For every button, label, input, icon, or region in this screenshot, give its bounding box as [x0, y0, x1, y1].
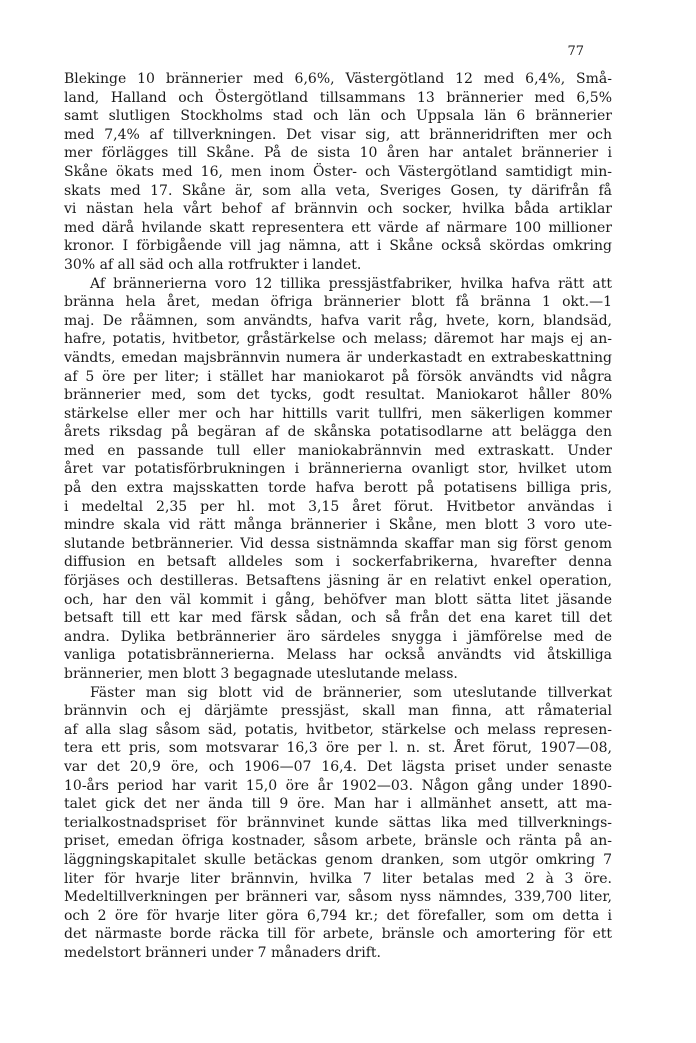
text-line: stärkelse eller mer och har hittills varit tullfri, men säkerligen kommer: [64, 405, 612, 422]
text-line: tera ett pris, som motsvarar 16,3 öre per l. n. st. Året förut, 1907—08,: [64, 740, 612, 757]
text-line: vanliga potatisbrännerierna. Melass har också användts vid åtskilliga: [64, 647, 612, 664]
text-line: med en passande tull eller maniokabrännvin med extraskatt. Under: [64, 442, 612, 459]
text-line: kronor. I förbigående vill jag nämna, att i Skåne också skördas omkring: [64, 238, 612, 255]
page-number: 77: [567, 44, 584, 59]
paragraph: [64, 70, 612, 275]
text-line: slutande betbrännerier. Vid dessa sistnämnda skaffar man sig först genom: [64, 535, 612, 552]
text-line: af 5 öre per liter; i stället har maniokarot på försök användts vid några: [64, 368, 612, 385]
text-line: läggningskapitalet skulle betäckas genom dranken, som utgör omkring 7: [64, 851, 612, 868]
text-line: andra. Dylika betbrännerier äro särdeles snygga i jämförelse med de: [64, 628, 612, 645]
text-line: Af brännerierna voro 12 tillika pressjästfabriker, hvilka hafva rätt att: [90, 275, 612, 292]
text-line: Medeltillverkningen per bränneri var, såsom nyss nämndes, 339,700 liter,: [64, 889, 612, 906]
text-line: förjäses och destilleras. Betsaftens jäsning är en relativt enkel operation,: [64, 573, 612, 590]
text-line: 30% af all säd och alla rotfrukter i landet.: [64, 256, 362, 273]
text-line: mer förlägges till Skåne. På de sista 10 åren har antalet brännerier i: [64, 145, 612, 162]
text-line: medelstort bränneri under 7 månaders drift.: [64, 944, 381, 961]
text-line: var det 20,9 öre, och 1906—07 16,4. Det lägsta priset under senaste: [64, 758, 612, 775]
text-line: med därå hvilande skatt representera ett värde af närmare 100 millioner: [64, 219, 612, 236]
text-line: maj. De råämnen, som användts, hafva varit råg, hvete, korn, blandsäd,: [64, 312, 612, 329]
text-line: af alla slag såsom säd, potatis, hvitbetor, stärkelse och melass represen-: [64, 721, 612, 738]
text-line: på den extra majsskatten torde hafva berott på potatisens billiga pris,: [64, 480, 612, 497]
paragraph: [64, 684, 612, 963]
text-line: året var potatisförbrukningen i brännerierna ovanligt stor, hvilket utom: [64, 461, 612, 478]
text-line: hafre, potatis, hvitbetor, gråstärkelse och melass; däremot har majs ej an-: [64, 331, 612, 348]
text-line: Blekinge 10 brännerier med 6,6%, Västergötland 12 med 6,4%, Små-: [64, 71, 612, 87]
text-line: land, Halland och Östergötland tillsammans 13 brännerier med 6,5%: [64, 89, 612, 106]
text-line: brännerier, men blott 3 begagnade uteslutande melass.: [64, 666, 458, 682]
text-line: i medeltal 2,35 per hl. mot 3,15 året förut. Hvitbetor användas i: [64, 498, 612, 515]
text-line: priset, emedan öfriga kostnader, såsom arbete, bränsle och ränta på an-: [64, 833, 612, 850]
text-line: terialkostnadspriset för brännvinet kunde sättas lika med tillverknings-: [64, 814, 612, 831]
text-line: det närmaste borde räcka till för arbete, bränsle och amortering för ett: [64, 926, 612, 943]
text-line: liter för hvarje liter brännvin, hvilka 7 liter betalas med 2 à 3 öre.: [64, 870, 612, 887]
paragraph: [64, 275, 612, 684]
text-line: Fäster man sig blott vid de brännerier, som uteslutande tillverkat: [90, 684, 612, 701]
text-line: bränna hela året, medan öfriga brännerier blott få bränna 1 okt.—1: [64, 294, 612, 311]
text-line: årets riksdag på begäran af de skånska potatisodlarne att belägga den: [64, 424, 612, 441]
text-line: med 7,4% af tillverkningen. Det visar sig, att bränneridriften mer och: [64, 126, 612, 143]
text-line: vändts, emedan majsbrännvin numera är underkastadt en extrabeskattning: [64, 349, 612, 366]
text-line: talet gick det ner ända till 9 öre. Man har i allmänhet ansett, att ma-: [64, 796, 612, 813]
text-line: vi nästan hela vårt behof af brännvin och socker, hvilka båda artiklar: [64, 201, 612, 218]
text-line: skats med 17. Skåne är, som alla veta, Sveriges Gosen, ty därifrån få: [64, 182, 612, 199]
text-line: mindre skala vid rätt många brännerier i Skåne, men blott 3 voro ute-: [64, 517, 612, 534]
text-line: och 2 öre för hvarje liter göra 6,794 kr.; det förefaller, som om detta i: [64, 907, 612, 924]
text-line: och, har den väl kommit i gång, behöfver man blott sätta litet jäsande: [64, 591, 612, 608]
text-line: brännvin och ej därjämte pressjäst, skall man finna, att råmaterial: [64, 703, 612, 720]
text-line: Skåne ökats med 16, men inom Öster- och Västergötland samtidigt min-: [64, 163, 612, 180]
body-text: [64, 70, 612, 963]
text-line: betsaft till ett kar med färsk sådan, och så från det ena karet till det: [64, 610, 612, 627]
text-line: samt slutligen Stockholms stad och län och Uppsala län 6 brännerier: [64, 108, 612, 125]
text-line: brännerier med, som det tycks, godt resultat. Maniokarot håller 80%: [64, 387, 612, 404]
text-line: diffusion en betsaft alldeles som i sockerfabrikerna, hvarefter denna: [64, 554, 612, 571]
text-line: 10-års period har varit 15,0 öre år 1902—03. Någon gång under 1890-: [64, 777, 612, 794]
